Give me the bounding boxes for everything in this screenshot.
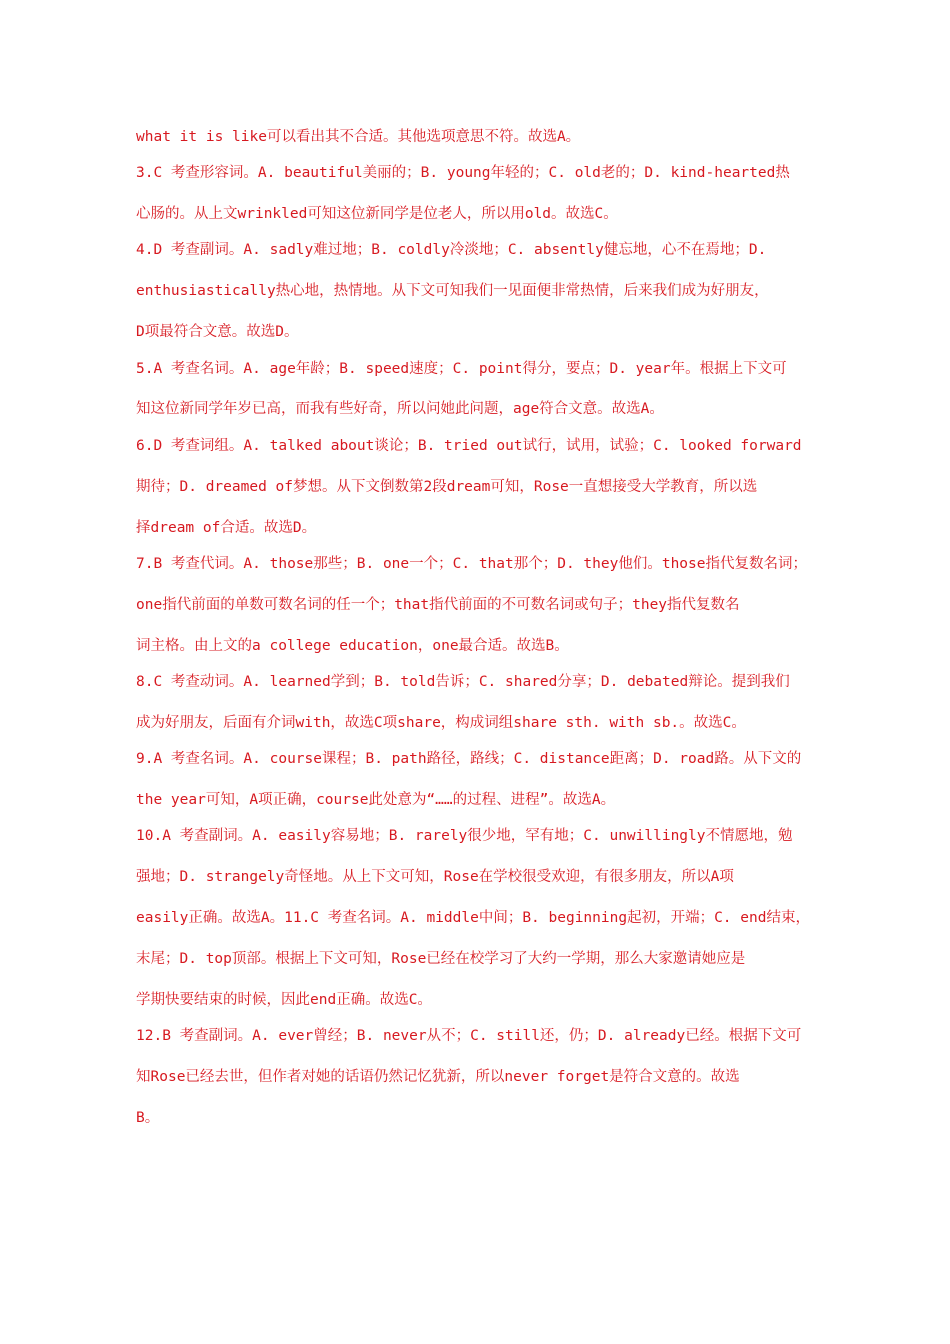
paragraph-q6 bbox=[136, 426, 820, 549]
paragraph-q2-tail bbox=[136, 117, 820, 158]
text-line: 知Rose已经去世，但作者对她的话语仍然记忆犹新，所以never forget是符合文意的。故选 bbox=[136, 1069, 740, 1086]
text-line: the year可知，A项正确，course此处意为“……的过程、进程”。故选A。 bbox=[136, 791, 616, 808]
text-line: 强地；D. strangely奇怪地。从上下文可知，Rose在学校很受欢迎，有很多朋友，所以A项 bbox=[136, 869, 734, 886]
paragraph-q12 bbox=[136, 1016, 820, 1139]
paragraph-q4 bbox=[136, 230, 820, 353]
text-line: one指代前面的单数可数名词的任一个；that指代前面的不可数名词或句子；they指代复数名 bbox=[136, 596, 740, 613]
text-line: 10.A 考查副词。A. easily容易地；B. rarely很少地，罕有地；C. unwillingly不情愿地，勉 bbox=[136, 828, 793, 845]
paragraph-q7 bbox=[136, 544, 820, 667]
paragraph-q3 bbox=[136, 153, 820, 235]
answer-explanations bbox=[136, 117, 820, 1139]
text-line: 12.B 考查副词。A. ever曾经；B. never从不；C. still还，仍；D. already已经。根据下文可 bbox=[136, 1028, 802, 1045]
paragraph-q10-11 bbox=[136, 816, 820, 1020]
paragraph-q5 bbox=[136, 349, 820, 431]
text-line: what it is like可以看出其不合适。其他选项意思不符。故选A。 bbox=[136, 129, 581, 145]
text-line: 知这位新同学年岁已高，而我有些好奇，所以问她此问题，age符合文意。故选A。 bbox=[136, 401, 664, 418]
text-line: enthusiastically热心地，热情地。从下文可知我们一见面便非常热情，后来我们成为好朋友， bbox=[136, 283, 769, 300]
text-line: 成为好朋友，后面有介词with，故选C项share，构成词组share sth. with sb.。故选C。 bbox=[136, 714, 746, 731]
text-line: easily正确。故选A。11.C 考查名词。A. middle中间；B. beginning起初，开端；C. end结束， bbox=[136, 910, 810, 927]
text-line: 期待；D. dreamed of梦想。从下文倒数第2段dream可知，Rose一直想接受大学教育，所以选 bbox=[136, 478, 758, 495]
text-line: 8.C 考查动词。A. learned学到；B. told告诉；C. shared分享；D. debated辩论。提到我们 bbox=[136, 673, 790, 690]
text-line: 5.A 考查名词。A. age年龄；B. speed速度；C. point得分，要点；D. year年。根据上下文可 bbox=[136, 360, 787, 377]
text-line: 7.B 考查代词。A. those那些；B. one一个；C. that那个；D. they他们。those指代复数名词； bbox=[136, 555, 807, 572]
paragraph-q8 bbox=[136, 662, 820, 744]
text-line: 心肠的。从上文wrinkled可知这位新同学是位老人，所以用old。故选C。 bbox=[136, 206, 618, 223]
paragraph-q9 bbox=[136, 739, 820, 821]
text-line: 学期快要结束的时候，因此end正确。故选C。 bbox=[136, 991, 432, 1008]
text-line: 6.D 考查词组。A. talked about谈论；B. tried out试行，试用，试验；C. looked forward bbox=[136, 437, 802, 454]
text-line: 择dream of合适。故选D。 bbox=[136, 519, 317, 536]
text-line: 3.C 考查形容词。A. beautiful美丽的；B. young年轻的；C. old老的；D. kind-hearted热 bbox=[136, 165, 790, 182]
text-line: 词主格。由上文的a college education，one最合适。故选B。 bbox=[136, 637, 569, 654]
text-line: 9.A 考查名词。A. course课程；B. path路径，路线；C. distance距离；D. road路。从下文的 bbox=[136, 751, 802, 768]
text-line: D项最符合文意。故选D。 bbox=[136, 324, 299, 341]
text-line: B。 bbox=[136, 1109, 160, 1126]
text-line: 末尾；D. top顶部。根据上下文可知，Rose已经在校学习了大约一学期，那么大家邀请她应是 bbox=[136, 950, 746, 967]
text-line: 4.D 考查副词。A. sadly难过地；B. coldly冷淡地；C. absently健忘地，心不在焉地；D. bbox=[136, 242, 767, 259]
